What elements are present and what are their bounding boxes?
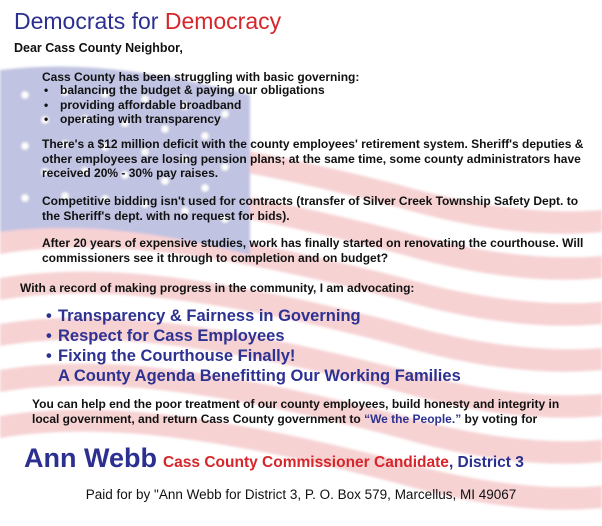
closing-text: You can help end the poor treatment of our county employees, build honesty and integrity in local government, and return Cass County government to <box>32 397 560 426</box>
candidate-line <box>24 443 524 474</box>
agenda-item <box>46 346 461 366</box>
bidding-paragraph: Competitive bidding isn't used for contracts (transfer of Silver Creek Township Safety Dept. to the Sheriff's dept. with no request for bids). <box>42 194 579 223</box>
agenda-list <box>46 306 461 386</box>
bullet: • <box>46 327 52 345</box>
bullet: • <box>46 307 52 325</box>
intro-text: Cass County has been struggling with basic governing: <box>42 70 360 84</box>
agenda-item <box>46 326 461 346</box>
agenda-item-label: Transparency & Fairness in Governing <box>58 307 361 325</box>
pension-paragraph: There's a $12 million deficit with the county employees' retirement system. Sheriff's deputies & other employees are losing pension plans; at the same time, some county administrators have received 20% - 30% pay raises. <box>42 137 584 180</box>
bullet: • <box>46 347 52 365</box>
title-part-2: Democracy <box>164 8 282 34</box>
agenda-item-label: A County Agenda Benefitting Our Working Families <box>58 367 461 385</box>
page-title <box>14 8 281 35</box>
candidate-district: , District 3 <box>448 454 524 471</box>
candidate-title: Cass County Commissioner Candidate <box>162 454 449 471</box>
advocate-intro: With a record of making progress in the community, I am advocating: <box>20 281 415 295</box>
we-the-people-quote: “We the People.” <box>364 411 462 426</box>
governing-issues-list <box>42 83 325 127</box>
paid-for-disclaimer: Paid for by "Ann Webb for District 3, P. O. Box 579, Marcellus, MI 49067 <box>85 487 517 502</box>
list-item: • operating with transparency <box>42 112 325 127</box>
closing-paragraph <box>32 397 588 426</box>
list-item: • providing affordable broadband <box>42 98 325 113</box>
agenda-item-label: Respect for Cass Employees <box>58 327 285 345</box>
agenda-item <box>46 366 461 386</box>
salutation: Dear Cass County Neighbor, <box>14 41 183 55</box>
courthouse-paragraph: After 20 years of expensive studies, work has finally started on renovating the courthouse. Will commissioners see it through to completion and on budget? <box>42 236 584 265</box>
candidate-name: Ann Webb <box>24 443 157 473</box>
closing-tail: by voting for <box>461 411 538 426</box>
list-item: • balancing the budget & paying our obligations <box>42 83 325 98</box>
agenda-item <box>46 306 461 326</box>
agenda-item-label: Fixing the Courthouse Finally! <box>58 347 296 365</box>
title-part-1: Democrats for <box>14 8 165 34</box>
